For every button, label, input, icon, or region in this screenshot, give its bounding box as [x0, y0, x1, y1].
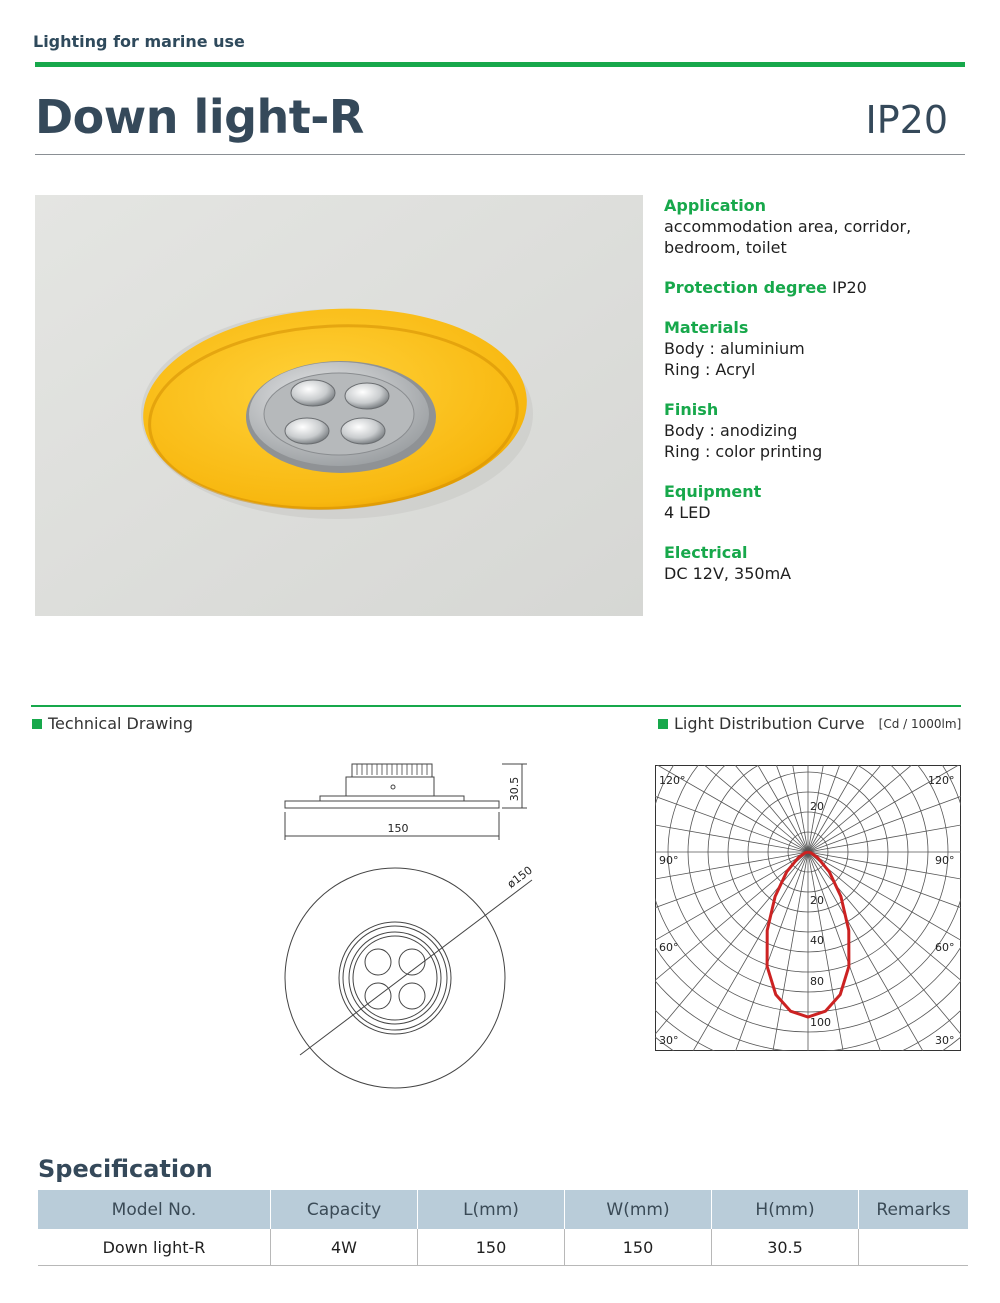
cell-model: Down light-R	[38, 1229, 271, 1266]
col-capacity: Capacity	[271, 1190, 418, 1229]
protection-value: IP20	[832, 278, 867, 297]
product-info	[664, 195, 974, 603]
application-line-1: accommodation area, corridor,	[664, 217, 912, 236]
angle-label-120-left: 120°	[659, 774, 686, 787]
height-dimension: 30.5	[508, 776, 521, 802]
bullet-square-icon	[658, 719, 668, 729]
technical-drawing-heading	[32, 714, 193, 733]
materials-line-2: Ring : Acryl	[664, 360, 756, 379]
title-divider	[35, 154, 965, 155]
finish-line-1: Body : anodizing	[664, 421, 798, 440]
application-line-2: bedroom, toilet	[664, 238, 787, 257]
materials-line-1: Body : aluminium	[664, 339, 805, 358]
cell-remarks	[859, 1229, 969, 1266]
specification-table	[38, 1190, 968, 1266]
light-distribution-heading	[658, 714, 961, 733]
radial-label-80: 80	[810, 975, 824, 988]
materials-block	[664, 317, 974, 380]
col-width: W(mm)	[565, 1190, 712, 1229]
table-header-row	[38, 1190, 968, 1229]
page-title: Down light-R	[35, 90, 364, 144]
finish-title: Finish	[664, 400, 719, 419]
technical-drawing-label: Technical Drawing	[48, 714, 194, 733]
light-distribution-unit: [Cd / 1000lm]	[878, 716, 962, 731]
col-length: L(mm)	[418, 1190, 565, 1229]
angle-label-60-left: 60°	[659, 941, 679, 954]
specification-title: Specification	[38, 1155, 213, 1183]
radial-label-top-20: 20	[810, 800, 824, 813]
ip-rating: IP20	[865, 98, 948, 142]
angle-label-120-right: 120°	[928, 774, 955, 787]
table-row	[38, 1229, 968, 1266]
bullet-square-icon	[32, 719, 42, 729]
diameter-dimension: ø150	[504, 863, 535, 891]
angle-label-90-left: 90°	[659, 854, 679, 867]
header-divider	[35, 62, 965, 67]
cell-height: 30.5	[712, 1229, 859, 1266]
radial-label-100: 100	[810, 1016, 831, 1029]
application-block	[664, 195, 974, 258]
radial-label-20: 20	[810, 894, 824, 907]
radial-label-40: 40	[810, 934, 824, 947]
cell-width: 150	[565, 1229, 712, 1266]
application-title: Application	[664, 196, 767, 215]
angle-label-60-right: 60°	[935, 941, 955, 954]
finish-block	[664, 399, 974, 462]
col-model: Model No.	[38, 1190, 271, 1229]
cell-capacity: 4W	[271, 1229, 418, 1266]
col-remarks: Remarks	[859, 1190, 969, 1229]
category-label: Lighting for marine use	[33, 32, 245, 51]
electrical-title: Electrical	[664, 543, 748, 562]
equipment-title: Equipment	[664, 482, 762, 501]
equipment-block	[664, 481, 974, 523]
light-distribution-chart	[655, 765, 961, 1051]
technical-drawing	[270, 750, 560, 1100]
protection-block	[664, 277, 974, 298]
finish-line-2: Ring : color printing	[664, 442, 823, 461]
width-dimension: 150	[387, 822, 409, 835]
electrical-block	[664, 542, 974, 584]
col-height: H(mm)	[712, 1190, 859, 1229]
angle-label-30-right: 30°	[935, 1034, 955, 1047]
angle-label-90-right: 90°	[935, 854, 955, 867]
section-divider	[31, 705, 961, 707]
light-distribution-label: Light Distribution Curve	[674, 714, 865, 733]
equipment-line-1: 4 LED	[664, 503, 711, 522]
angle-label-30-left: 30°	[659, 1034, 679, 1047]
cell-length: 150	[418, 1229, 565, 1266]
electrical-line-1: DC 12V, 350mA	[664, 564, 792, 583]
materials-title: Materials	[664, 318, 749, 337]
product-photo	[35, 195, 643, 616]
protection-title: Protection degree	[664, 278, 828, 297]
